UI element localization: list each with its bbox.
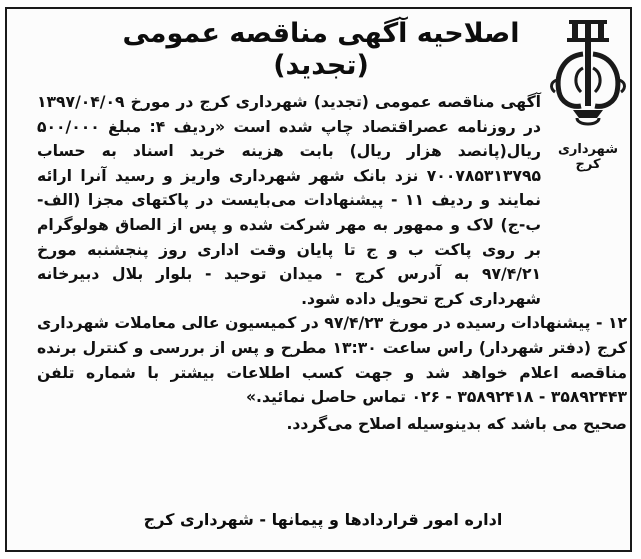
notice-body	[37, 90, 627, 436]
notice-title: اصلاحیه آگهی مناقصه عمومی (تجدید)	[122, 18, 520, 82]
notice-closing: صحیح می باشد که بدینوسیله اصلاح می‌گردد.	[286, 414, 627, 433]
logo-caption: شهرداری کرج	[558, 142, 618, 172]
notice-paragraph-2: ۱۲ - پیشنهادات رسیده در مورخ ۹۷/۴/۲۳ در کمیسیون عالی معاملات شهرداری کرج (دفتر شهردار) راس ساعت ۱۳:۳۰ مطرح و پس از بررسی و کنترل برنده مناقصه اعلام خواهد شد و جهت کسب اطلاعات بیشتر با شماره تلفن ۳۵۸۹۲۴۴۳ - ۳۵۸۹۲۴۱۸ - ۰۲۶ تماس حاصل نمائید.»	[37, 314, 627, 407]
notice-paragraph-1: آگهی مناقصه عمومی (تجدید) شهرداری کرج در مورخ ۱۳۹۷/۰۴/۰۹ در روزنامه عصراقتصاد چاپ شده است «ردیف ۴: مبلغ ۵۰۰/۰۰۰ ریال(پانصد هزار ریال) بابت هزینه خرید اسناد به حساب ۷۰۰۷۸۵۳۱۳۷۹۵ نزد بانک شهر شهرداری واریز و رسید آنرا ارائه نمایند و ردیف ۱۱ - پیشنهادات می‌بایست در پاکتهای مجزا (الف-ب-ج) لاک و ممهور به مهر شرکت شده و پس از الصاق هولوگرام بر روی پاکت ب و ج تا پایان وقت اداری روز پنجشنبه مورخ ۹۷/۴/۲۱ به آدرس کرج - میدان توحید - بلوار بلال دبیرخانه شهرداری کرج تحویل داده شود.	[37, 93, 541, 308]
notice-footer: اداره امور قراردادها و پیمانها - شهرداری کرج	[143, 510, 503, 529]
